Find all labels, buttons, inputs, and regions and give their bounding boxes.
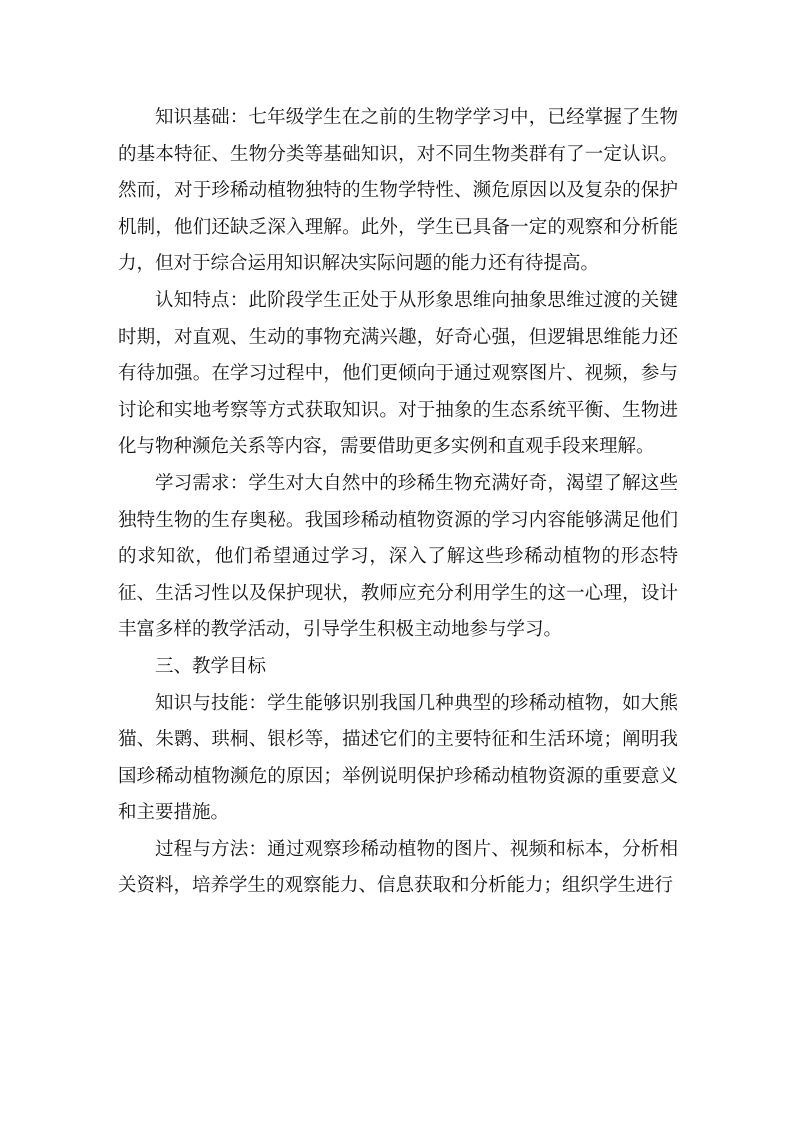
paragraph-learning-needs: 学习需求：学生对大自然中的珍稀生物充满好奇，渴望了解这些独特生物的生存奥秘。我国珍稀动植物资源的学习内容能够满足他们的求知欲，他们希望通过学习，深入了解这些珍稀动植物的形态特征、生活习性以及保护现状，教师应充分利用学生的这一心理，设计丰富多样的教学活动，引导学生积极主动地参与学习。: [118, 472, 678, 641]
section-heading-teaching-goals: 三、教学目标: [155, 655, 267, 677]
paragraph-cognitive-features: 认知特点：此阶段学生正处于从形象思维向抽象思维过渡的关键时期，对直观、生动的事物充满兴趣，好奇心强，但逻辑思维能力还有待加强。在学习过程中，他们更倾向于通过观察图片、视频，参与讨论和实地考察等方式获取知识。对于抽象的生态系统平衡、生物进化与物种濒危关系等内容，需要借助更多实例和直观手段来理解。: [118, 289, 678, 458]
paragraph-knowledge-foundation: 知识基础：七年级学生在之前的生物学学习中，已经掌握了生物的基本特征、生物分类等基础知识，对不同生物类群有了一定认识。然而，对于珍稀动植物独特的生物学特性、濒危原因以及复杂的保护机制，他们还缺乏深入理解。此外，学生已具备一定的观察和分析能力，但对于综合运用知识解决实际问题的能力还有待提高。: [118, 107, 678, 275]
document-body: [118, 100, 678, 905]
paragraph-knowledge-skills: 知识与技能：学生能够识别我国几种典型的珍稀动植物，如大熊猫、朱鹮、珙桐、银杉等，描述它们的主要特征和生活环境；阐明我国珍稀动植物濒危的原因；举例说明保护珍稀动植物资源的重要意义和主要措施。: [118, 692, 678, 824]
paragraph-process-methods: 过程与方法：通过观察珍稀动植物的图片、视频和标本，分析相关资料，培养学生的观察能力、信息获取和分析能力；组织学生进行: [118, 838, 678, 897]
